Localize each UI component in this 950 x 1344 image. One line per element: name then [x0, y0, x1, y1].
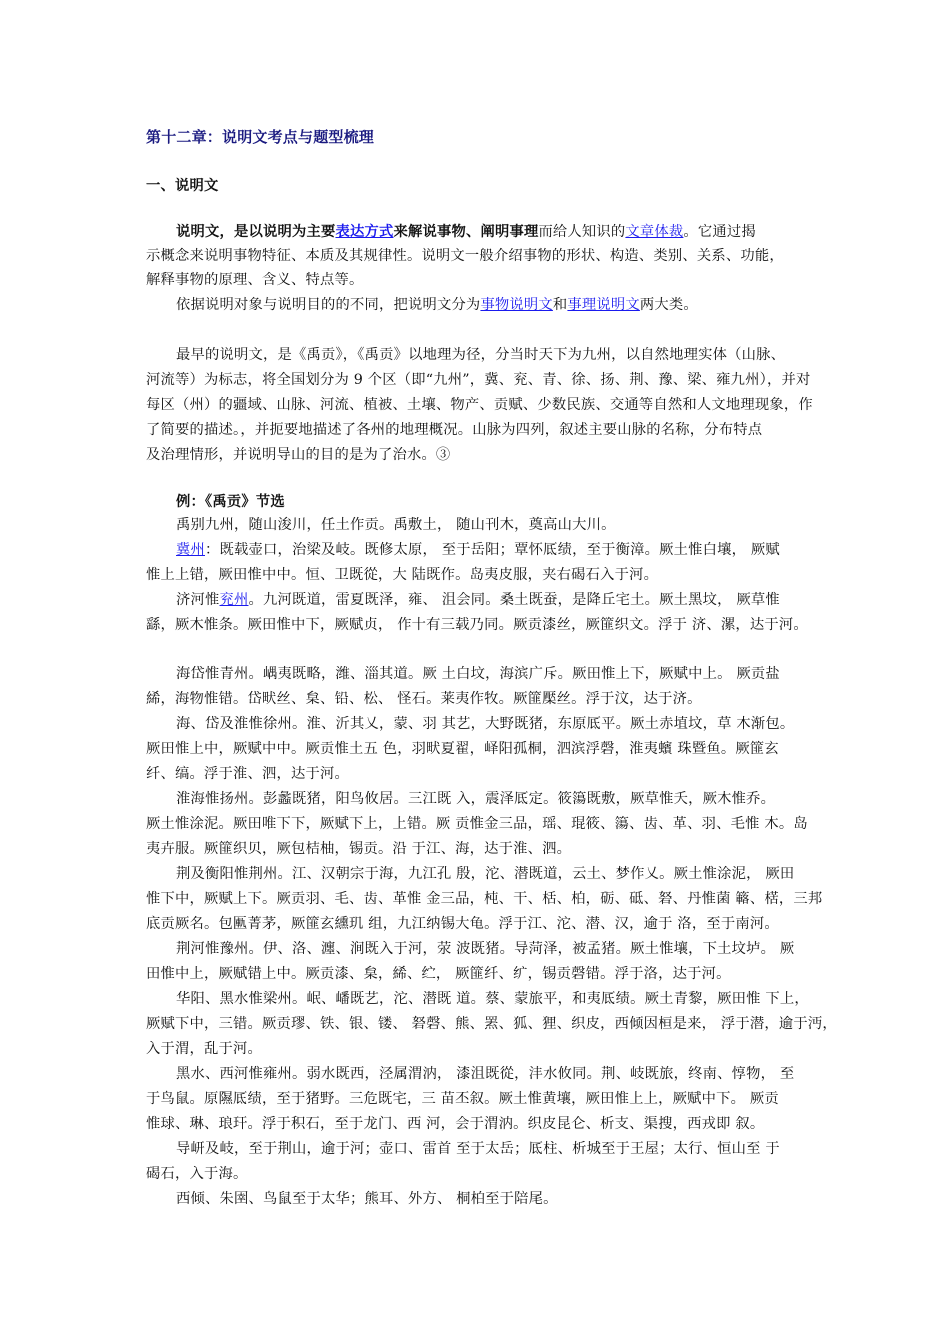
- history-line: 河流等）为标志，将全国划分为 9 个区（即“九州”，冀、兖、青、徐、扬、荆、豫、梁、雍九州），并对: [146, 372, 811, 388]
- passage-line: 惟上上错，厥田惟中中。恒、卫既從，大 陆既作。岛夷皮服，夹右碣石入于河。: [146, 567, 659, 583]
- passage-line: 入于渭，乱于河。: [146, 1041, 262, 1057]
- passage-text: 。九河既道，雷夏既泽，雍、 沮会同。桑土既蚕，是降丘宅土。厥土黑坟， 厥草惟: [248, 592, 780, 608]
- passage-line: 荆及衡阳惟荆州。江、汉朝宗于海，九江孔 殷，沱、潜既道，云土、梦作乂。厥土惟涂泥， 厥田: [176, 866, 795, 882]
- passage-line: 厥田惟上中，厥赋中中。厥贡惟土五 色，羽畎夏翟，峄阳孤桐，泗滨浮磬，淮夷蠙 珠暨鱼。厥篚玄: [146, 741, 779, 757]
- history-line: 每区（州）的疆域、山脉、河流、植被、土壤、物产、贡赋、少数民族、交通等自然和人文地理现象，作: [146, 397, 813, 413]
- passage-line: 底贡厥名。包匭菁茅，厥篚玄纁玑 组，九江纳锡大龟。浮于江、沱、潜、汉，逾于 洛，至于南河。: [146, 916, 779, 932]
- passage-text: ：既载壶口，治梁及岐。既修太原， 至于岳阳；覃怀厎绩，至于衡漳。厥土惟白壤， 厥赋: [205, 542, 780, 558]
- passage-line: 海岱惟青州。嵎夷既略，潍、淄其道。厥 土白坟，海滨广斥。厥田惟上下，厥赋中上。 厥贡盐: [176, 666, 780, 682]
- passage-text: 济河惟: [176, 592, 220, 608]
- passage-line: 繇，厥木惟条。厥田惟中下，厥赋贞， 作十有三载乃同。厥贡漆丝，厥篚织文。浮于 济、漯，达于河。: [146, 617, 808, 633]
- passage-line: 夷卉服。厥篚织贝，厥包桔柚，锡贡。沿 于江、海，达于淮、泗。: [146, 841, 572, 857]
- passage-line: 海、岱及淮惟徐州。淮、沂其乂，蒙、羽 其艺，大野既猪，东原厎平。厥土赤埴坟，草 木渐包。: [176, 716, 795, 732]
- link-reason-expository[interactable]: 事理说明文: [567, 297, 640, 313]
- section-heading: 一、说明文: [146, 178, 219, 194]
- passage-line: 禹别九州，随山浚川，任土作贡。禹敷土， 随山刊木，奠高山大川。: [176, 517, 616, 533]
- page-title: 第十二章：说明文考点与题型梳理: [146, 128, 375, 146]
- history-line: 最早的说明文，是《禹贡》，《禹贡》以地理为径，分当时天下为九州，以自然地理实体（山脉、: [176, 347, 786, 363]
- history-line: 了简要的描述。，并扼要地描述了各州的地理概况。山脉为四列，叙述主要山脉的名称，分布特点: [146, 422, 763, 438]
- intro-text-2: 。它通过揭: [683, 224, 756, 240]
- passage-line: 惟下中，厥赋上下。厥贡羽、毛、齿、革惟 金三品，杶、干、栝、柏，砺、砥、砮、丹惟菌 簵、楛，三邦: [146, 891, 823, 907]
- classify-text-1: 依据说明对象与说明目的的不同，把说明文分为: [176, 297, 481, 313]
- link-jizhou[interactable]: 冀州: [176, 542, 205, 558]
- passage-line: [176, 540, 780, 560]
- passage-line: 黑水、西河惟雍州。弱水既西，泾属渭汭， 漆沮既從，沣水攸同。荆、岐既旅，终南、惇物， 至: [176, 1066, 795, 1082]
- intro-line-2: 示概念来说明事物特征、本质及其规律性。说明文一般介绍事物的形状、构造、类别、关系、功能，: [146, 248, 784, 264]
- passage-line: 荆河惟豫州。伊、洛、瀍、涧既入于河，荥 波既猪。导菏泽，被孟猪。厥土惟壤，下土坟垆。 厥: [176, 941, 795, 957]
- intro-bold-2: 来解说事物、阐明事理: [393, 224, 539, 240]
- classify-text-3: 两大类。: [639, 297, 698, 313]
- passage-line: 碣石，入于海。: [146, 1166, 248, 1182]
- intro-line-3: 解释事物的原理、含义、特点等。: [146, 272, 364, 288]
- intro-bold-1: 说明文，是以说明为主要: [176, 224, 336, 240]
- classify-line: [176, 295, 698, 315]
- passage-line: 于鸟鼠。原隰厎绩，至于猪野。三危既宅，三 苗丕叙。厥土惟黄壤，厥田惟上上，厥赋中下。 厥贡: [146, 1091, 779, 1107]
- link-article-genre[interactable]: 文章体裁: [625, 224, 684, 240]
- passage-line: 厥赋下中，三错。厥贡璆、铁、银、镂、 砮磬、熊、罴、狐、狸、织皮，西倾因桓是来， 浮于潜，逾于沔，: [146, 1016, 837, 1032]
- passage-line: 淮海惟扬州。彭蠡既猪，阳鸟攸居。三江既 入，震泽厎定。筱簜既敷，厥草惟夭，厥木惟乔。: [176, 791, 776, 807]
- classify-text-2: 和: [552, 297, 568, 313]
- passage-line: 惟球、琳、琅玕。浮于积石，至于龙门、西 河，会于渭汭。织皮昆仑、析支、渠搜，西戎即 叙。: [146, 1116, 765, 1132]
- passage-line: 纤、缟。浮于淮、泗，达于河。: [146, 766, 349, 782]
- passage-line: 絺，海物惟错。岱畎丝、枲、铅、松、 怪石。莱夷作牧。厥篚檿丝。浮于汶，达于济。: [146, 691, 702, 707]
- passage-line: 导岍及岐，至于荆山，逾于河；壶口、雷首 至于太岳；厎柱、析城至于王屋；太行、恒山至 于: [176, 1141, 780, 1157]
- example-heading: 例：《禹贡》节选: [176, 494, 285, 510]
- passage-line: 田惟中上，厥赋错上中。厥贡漆、枲，絺、纻， 厥篚纤、纩，锡贡磬错。浮于洛，达于河。: [146, 966, 731, 982]
- passage-line: 厥土惟涂泥。厥田唯下下，厥赋下上，上错。厥 贡惟金三品，瑶、琨筱、簜、齿、革、羽、毛惟 木。岛: [146, 816, 808, 832]
- link-object-expository[interactable]: 事物说明文: [480, 297, 553, 313]
- intro-text-1: 而给人知识的: [538, 224, 626, 240]
- passage-line: 西倾、朱圉、鸟鼠至于太华；熊耳、外方、 桐柏至于陪尾。: [176, 1191, 558, 1207]
- passage-line: [176, 590, 780, 610]
- intro-line-1: [176, 222, 756, 242]
- passage-line: 华阳、黑水惟梁州。岷、嶓既艺，沱、潜既 道。蔡、蒙旅平，和夷厎绩。厥土青黎，厥田惟 下上，: [176, 991, 809, 1007]
- link-expression-mode[interactable]: 表达方式: [335, 224, 394, 240]
- history-line: 及治理情形，并说明导山的目的是为了治水。③: [146, 447, 451, 463]
- link-yanzhou[interactable]: 兖州: [219, 592, 249, 608]
